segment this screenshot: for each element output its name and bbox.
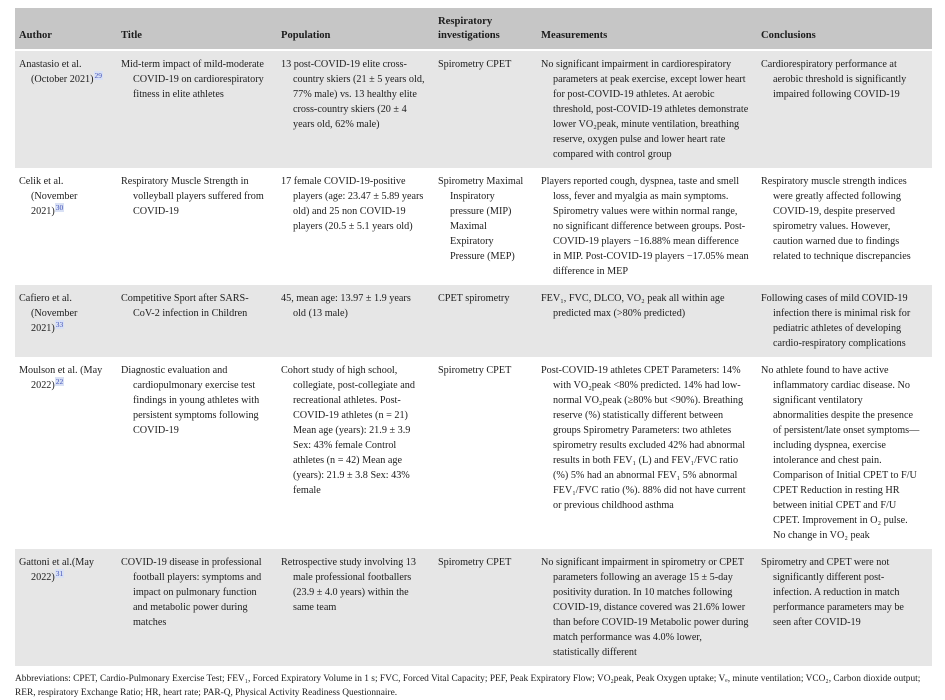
- author-text: Gattoni et al.(May 2022): [19, 557, 94, 583]
- population-cell: Cohort study of high school, collegiate, post-collegiate and recreational athletes. Post-COVID-19 athletes (n = 21) Mean age (years): 21.9 ± 3.9 Sex: 43% female Control athletes (n = 42) Mean age (years): 21.9 ± 3.8 Sex: 43% female: [281, 365, 415, 496]
- citation-ref[interactable]: 29: [94, 70, 103, 80]
- table-row: [15, 50, 932, 168]
- document-page: [0, 8, 945, 698]
- col-header-author: Author: [15, 8, 121, 50]
- title-cell: Diagnostic evaluation and cardiopulmonary exercise test findings in young athletes with persistent symptoms following COVID-19: [121, 365, 260, 436]
- col-header-title: Title: [121, 8, 281, 50]
- author-cell: [15, 168, 121, 285]
- respiratory-cell: Spirometry CPET: [438, 365, 512, 376]
- table-row: [15, 549, 932, 666]
- author-cell: [15, 285, 121, 357]
- table-row: [15, 285, 932, 357]
- abbreviations-text: Abbreviations: CPET, Cardio-Pulmonary Exercise Test; FEV₁, Forced Expiratory Volume in 1 s; FVC, Forced Vital Capacity; PEF, Peak Expiratory Flow; VO₂peak, Peak Oxygen uptake; Vₑ, minute ventilation; VCO₂, Carbon dioxide output; RER, respiratory Exchange Ratio; HR, heart rate; PAR-Q, Physical Activity Readiness Questionnaire.: [15, 674, 921, 698]
- col-header-respiratory-investigations: Respiratory investigations: [438, 8, 541, 50]
- conclusions-cell: Cardiorespiratory performance at aerobic threshold is significantly impaired following COVID-19: [761, 59, 907, 100]
- measurements-cell: No significant impairment in spirometry or CPET parameters following an average 15 ± 5-day positivity duration. In 10 matches following COVID-19, distance covered was 21.6% lower than before COVID-19 Metabolic power during match performance was 4.0% lower, statistically different: [541, 557, 749, 658]
- title-cell: Competitive Sport after SARS-CoV-2 infection in Children: [121, 293, 249, 319]
- respiratory-cell: CPET spirometry: [438, 293, 510, 304]
- title-cell: COVID-19 disease in professional football players: symptoms and impact on pulmonary function and metabolic power during matches: [121, 557, 262, 628]
- population-cell: 13 post-COVID-19 elite cross-country skiers (21 ± 5 years old, 77% male) vs. 13 healthy elite cross-country skiers (20 ± 4 years old, 62% male): [281, 59, 425, 130]
- citation-ref[interactable]: 22: [55, 376, 64, 386]
- author-text: Cafiero et al. (November 2021): [19, 293, 78, 334]
- respiratory-cell: Spirometry CPET: [438, 557, 512, 568]
- title-cell: Mid-term impact of mild-moderate COVID-19 on cardiorespiratory fitness in elite athletes: [121, 59, 264, 100]
- citation-ref[interactable]: 33: [55, 319, 64, 329]
- population-cell: Retrospective study involving 13 male professional footballers (23.9 ± 4.0 years) within the same team: [281, 557, 416, 613]
- conclusions-cell: Spirometry and CPET were not significantly different post-infection. A reduction in match performance parameters may be seen after COVID-19: [761, 557, 904, 628]
- citation-ref[interactable]: 31: [55, 568, 64, 578]
- abbreviations-note: [15, 673, 932, 700]
- measurements-cell: No significant impairment in cardiorespiratory parameters at peak exercise, except lower heart for post-COVID-19 athletes. At aerobic threshold, post-COVID-19 athletes demonstrate lower VO₂peak, minute ventilation, breathing reserve, oxygen pulse and lower heart rate compared with control group: [541, 59, 749, 160]
- measurements-cell: Post-COVID-19 athletes CPET Parameters: 14% with VO₂peak <80% predicted. 14% had low-normal VO₂peak (≥80% but <90%). Breathing reserve (%) statistically different between groups Spirometry Parameters: two athletes spirometry results excluded 42% had abnormal results in both FEV₁ (L) and FEV₁/FVC ratio (%) 5% had an abnormal FEV₁ 5% abnormal FEV₁/FVC ratio (%). 88% did not have current or previous childhood asthma: [541, 365, 746, 511]
- measurements-cell: Players reported cough, dyspnea, taste and smell loss, fever and myalgia as main symptoms. Spirometry values were within normal range, no significant difference between groups. Post-COVID-19 players −16.88% mean difference in MIP. Post-COVID-19 players −17.05% mean difference in MEP: [541, 176, 749, 277]
- author-cell: [15, 50, 121, 168]
- respiratory-cell: Spirometry Maximal Inspiratory pressure (MIP) Maximal Expiratory Pressure (MEP): [438, 176, 524, 262]
- author-cell: [15, 357, 121, 549]
- citation-ref[interactable]: 30: [55, 202, 64, 212]
- studies-table: [15, 8, 932, 666]
- title-cell: Respiratory Muscle Strength in volleyball players suffered from COVID-19: [121, 176, 264, 217]
- population-cell: 17 female COVID-19-positive players (age: 23.47 ± 5.89 years old) and 25 non COVID-19 players (20.5 ± 5.1 years old): [281, 176, 424, 232]
- author-cell: [15, 549, 121, 666]
- respiratory-cell: Spirometry CPET: [438, 59, 512, 70]
- conclusions-cell: Following cases of mild COVID-19 infection there is minimal risk for pediatric athletes of developing cardio-respiratory complications: [761, 293, 911, 349]
- population-cell: 45, mean age: 13.97 ± 1.9 years old (13 male): [281, 293, 411, 319]
- header-row: [15, 8, 932, 50]
- author-text: Celik et al. (November 2021): [19, 176, 78, 217]
- conclusions-cell: Respiratory muscle strength indices were greatly affected following COVID-19, despite preserved spirometry values. However, caution warned due to findings related to technique discrepancies: [761, 176, 911, 262]
- conclusions-cell: No athlete found to have active inflammatory cardiac disease. No significant ventilatory abnormalities despite the presence of persistent/late onset symptoms—including dyspnea, exercise intolerance and chest pain. Comparison of Initial CPET to F/U CPET Reduction in resting HR between initial CPET and F/U CPET. Improvement in O₂ pulse. No change in VO₂ peak: [761, 365, 920, 541]
- author-text: Anastasio et al. (October 2021): [19, 59, 94, 85]
- table-row: [15, 168, 932, 285]
- col-header-population: Population: [281, 8, 438, 50]
- col-header-conclusions: Conclusions: [761, 8, 932, 50]
- author-text: Moulson et al. (May 2022): [19, 365, 103, 391]
- table-row: [15, 357, 932, 549]
- measurements-cell: FEV₁, FVC, DLCO, VO₂ peak all within age predicted max (>80% predicted): [541, 293, 725, 319]
- col-header-measurements: Measurements: [541, 8, 761, 50]
